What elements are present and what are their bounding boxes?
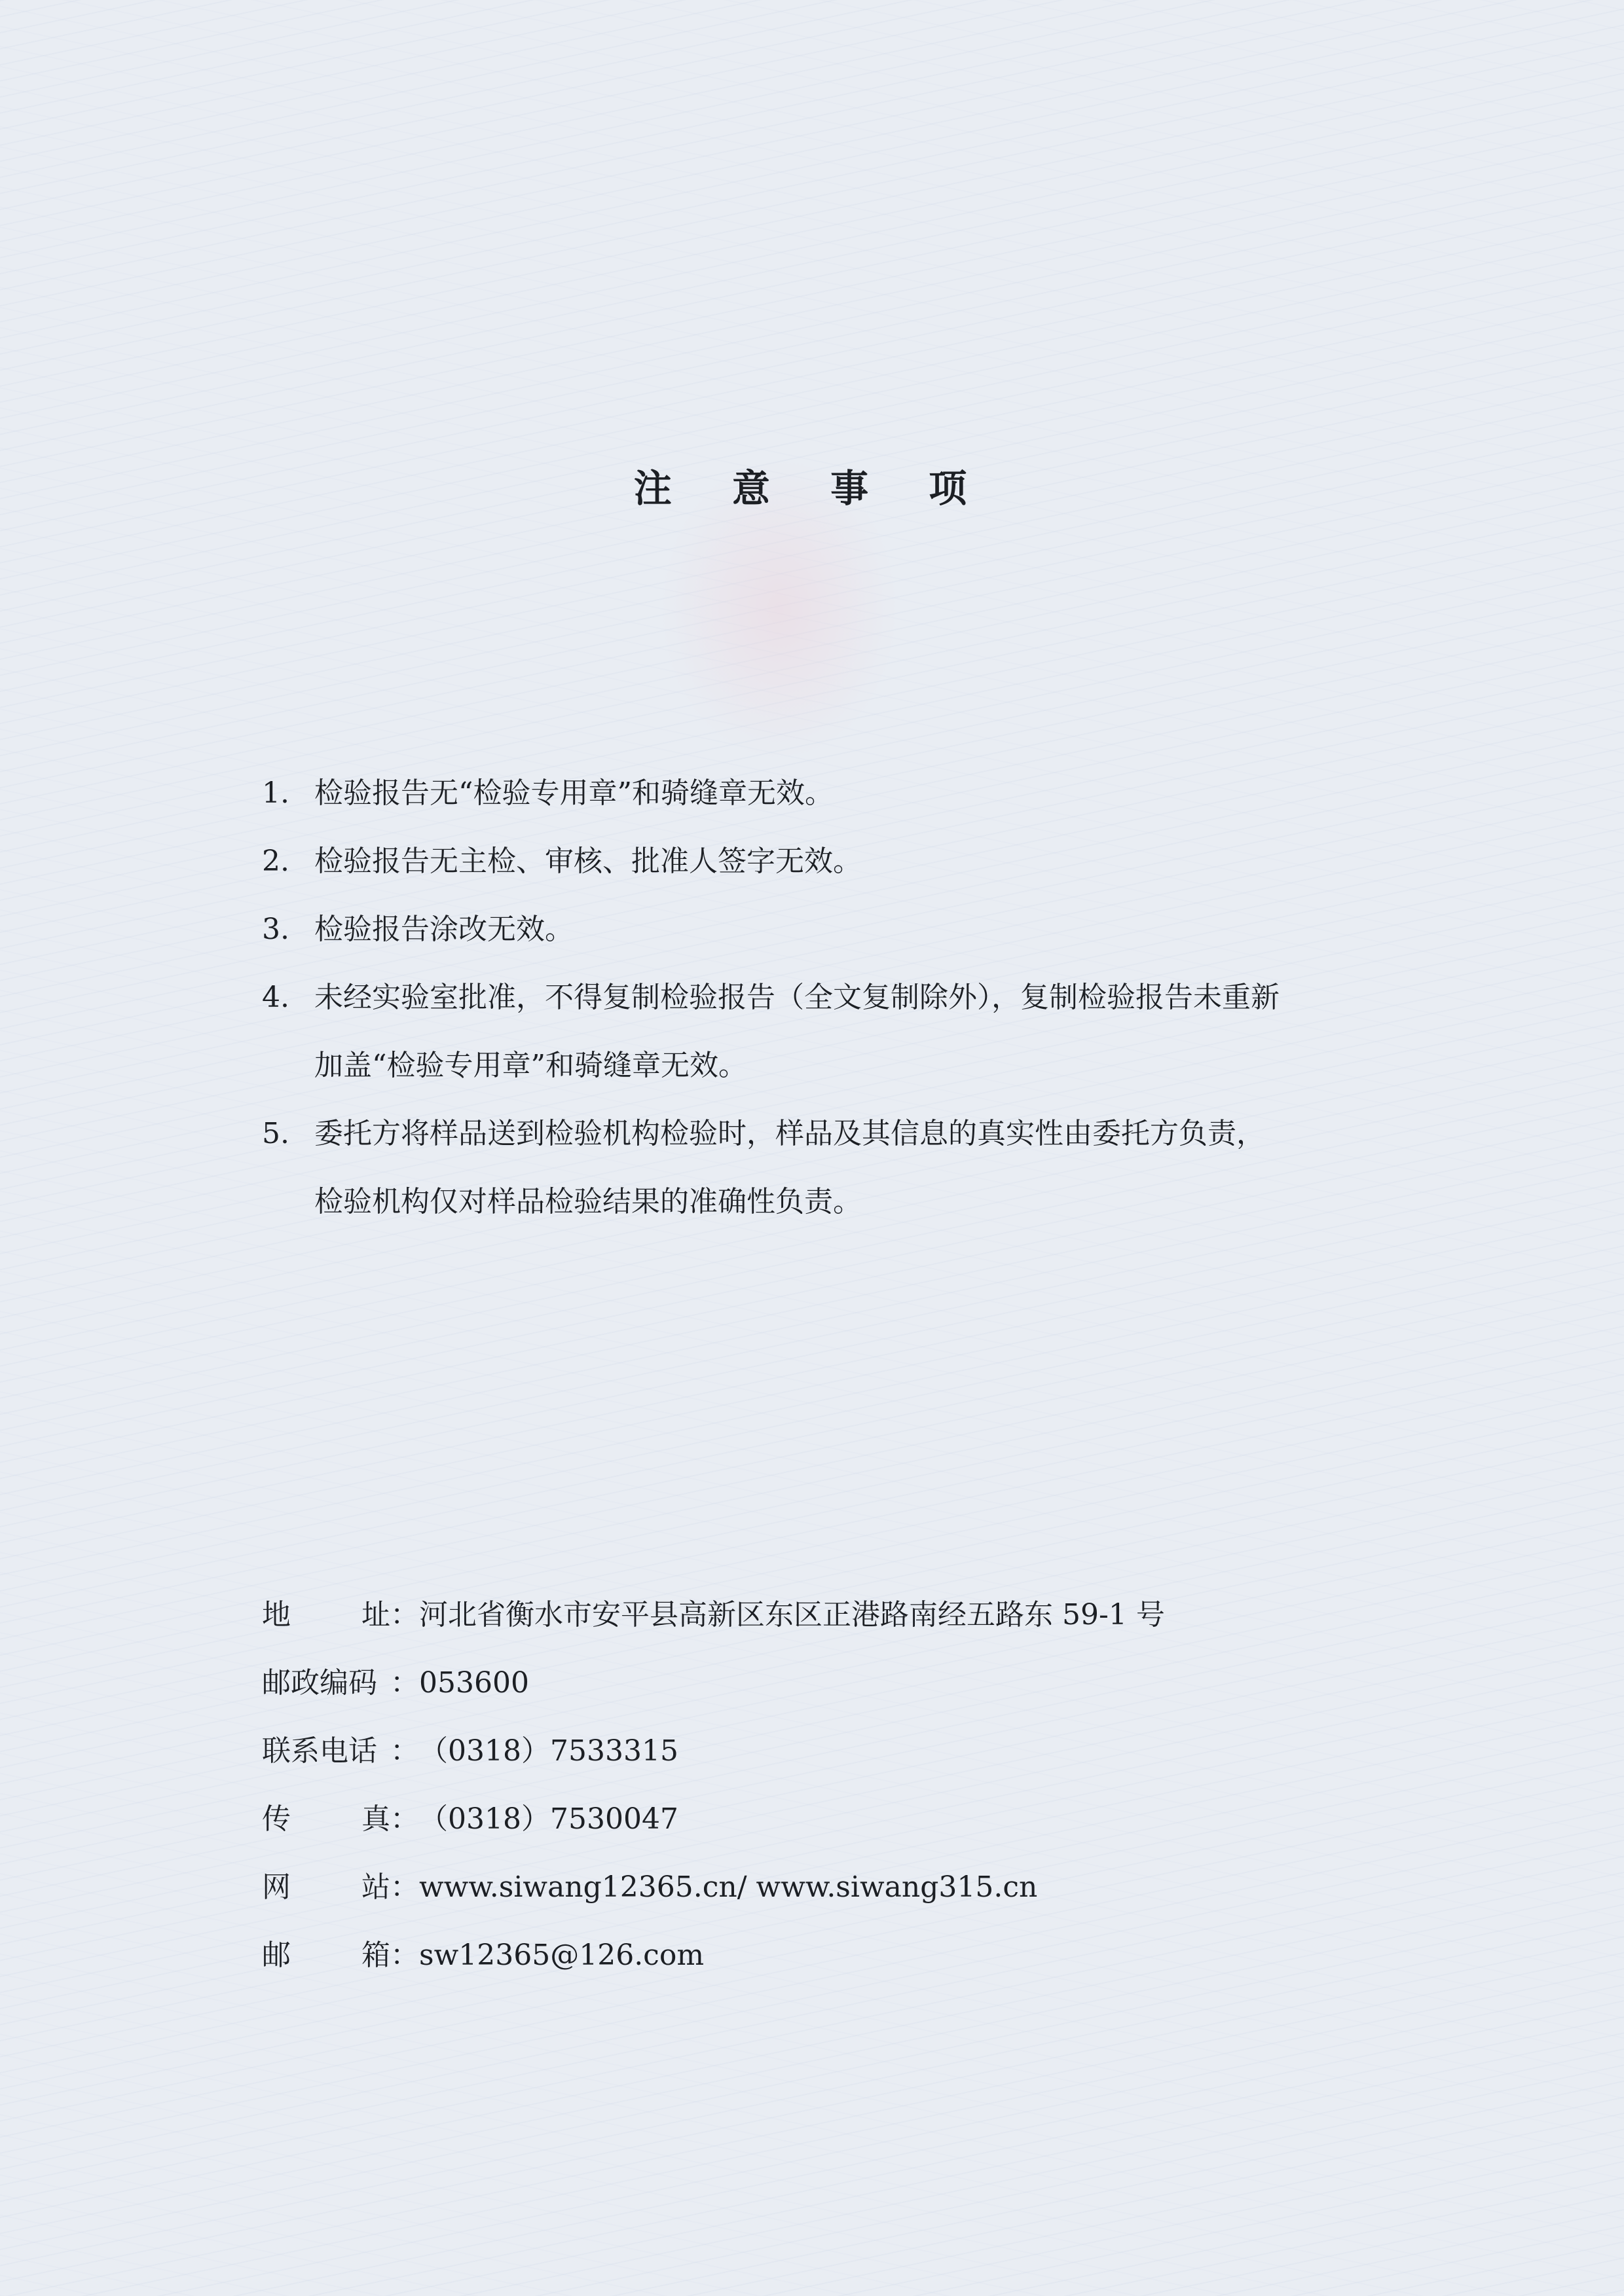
note-text: 未经实验室批准，不得复制检验报告（全文复制除外），复制检验报告未重新 加盖“检验专用章”和骑缝章无效。 xyxy=(314,981,1280,1082)
address-value: 河北省衡水市安平县高新区东区正港路南经五路东 59-1 号 xyxy=(419,1598,1165,1631)
label-part: 邮 xyxy=(262,1939,291,1972)
label-part: ： xyxy=(390,1734,419,1768)
postcode-value: 053600 xyxy=(419,1666,529,1700)
list-item xyxy=(262,759,1401,828)
contact-email xyxy=(262,1922,1441,1990)
note-number: 4. xyxy=(262,981,289,1014)
note-number: 5. xyxy=(262,1117,289,1150)
label-part: 邮政编码 xyxy=(262,1666,377,1700)
list-item xyxy=(262,896,1401,964)
contact-label xyxy=(262,1785,419,1853)
list-item xyxy=(262,1100,1401,1236)
note-number: 1. xyxy=(262,776,289,810)
label-part: 联系电话 xyxy=(262,1734,377,1768)
list-item xyxy=(262,964,1401,1100)
website-value: www.siwang12365.cn/ www.siwang315.cn xyxy=(419,1870,1038,1904)
label-part: 址： xyxy=(361,1598,419,1631)
contact-fax xyxy=(262,1785,1441,1853)
contact-label xyxy=(262,1649,419,1717)
contact-label xyxy=(262,1717,419,1785)
page-title: 注 意 事 项 xyxy=(633,466,991,511)
note-text: 检验报告涂改无效。 xyxy=(314,913,574,946)
email-value: sw12365@126.com xyxy=(419,1939,705,1972)
note-text: 检验报告无“检验专用章”和骑缝章无效。 xyxy=(314,776,834,810)
contact-website xyxy=(262,1853,1441,1922)
notes-list xyxy=(262,759,1401,1236)
contact-label xyxy=(262,1853,419,1922)
contact-label xyxy=(262,1581,419,1649)
contact-postcode xyxy=(262,1649,1441,1717)
label-part: 站： xyxy=(361,1870,419,1904)
label-part: 箱： xyxy=(361,1939,419,1972)
label-part: ： xyxy=(390,1666,419,1700)
note-number: 3. xyxy=(262,913,289,946)
label-part: 真： xyxy=(361,1802,419,1836)
contact-phone xyxy=(262,1717,1441,1785)
contact-address xyxy=(262,1581,1441,1649)
note-text: 委托方将样品送到检验机构检验时，样品及其信息的真实性由委托方负责， 检验机构仅对样品检验结果的准确性负责。 xyxy=(314,1117,1265,1218)
fax-value: （0318）7530047 xyxy=(419,1802,678,1836)
list-item xyxy=(262,828,1401,896)
note-text: 检验报告无主检、审核、批准人签字无效。 xyxy=(314,845,862,878)
note-number: 2. xyxy=(262,845,289,878)
label-part: 网 xyxy=(262,1870,291,1904)
contact-info xyxy=(262,1581,1441,1990)
contact-label xyxy=(262,1922,419,1990)
phone-value: （0318）7533315 xyxy=(419,1734,678,1768)
label-part: 传 xyxy=(262,1802,291,1836)
label-part: 地 xyxy=(262,1598,291,1631)
